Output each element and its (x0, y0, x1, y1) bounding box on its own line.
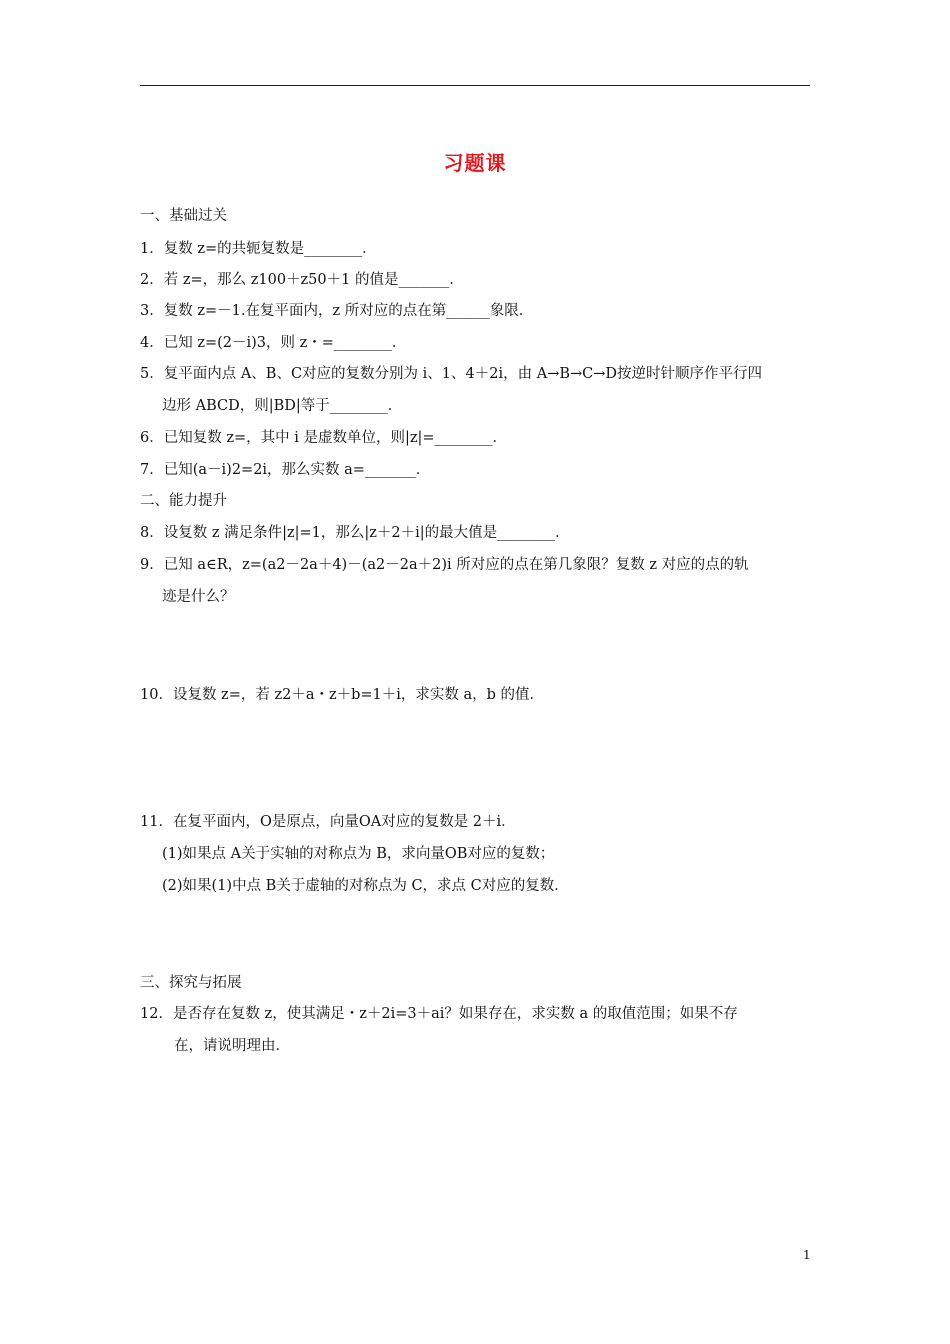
question-3: 3．复数 z=－1.在复平面内，z 所对应的点在第______象限． (140, 303, 534, 319)
question-11: 11．在复平面内，O是原点，向量OA对应的复数是 2＋i． (140, 814, 516, 830)
section-heading: 三、探究与拓展 (140, 975, 242, 991)
question-9-continued: 迹是什么？ (162, 589, 235, 605)
question-5-continued: 边形 ABCD，则|BD|等于________． (162, 398, 403, 414)
question-11-part-2: (2)如果(1)中点 B关于虚轴的对称点为 C，求点 C对应的复数． (162, 878, 569, 894)
header-rule (140, 85, 810, 86)
question-11-part-1: (1)如果点 A关于实轴的对称点为 B，求向量OB对应的复数； (162, 846, 555, 862)
question-6: 6．已知复数 z=，其中 i 是虚数单位，则|z|=________． (140, 430, 508, 446)
question-12: 12．是否存在复数 z，使其满足・z＋2i=3＋ai？如果存在，求实数 a 的取值范围；如果不存 (140, 1006, 738, 1022)
section-heading: 二、能力提升 (140, 493, 227, 509)
section-heading: 一、基础过关 (140, 208, 227, 224)
question-8: 8．设复数 z 满足条件|z|=1，那么|z＋2＋i|的最大值是________． (140, 525, 570, 541)
question-5: 5．复平面内点 A、B、C对应的复数分别为 i、1、4＋2i，由 A→B→C→D按逆时针顺序作平行四 (140, 366, 763, 382)
question-10: 10．设复数 z=，若 z2＋a・z＋b=1＋i，求实数 a，b 的值． (140, 687, 545, 703)
question-1: 1．复数 z=的共轭复数是________． (140, 241, 377, 257)
page-title: 习题课 (443, 151, 507, 175)
question-7: 7．已知(a－i)2=2i，那么实数 a=_______． (140, 462, 431, 478)
question-2: 2．若 z=，那么 z100＋z50＋1 的值是_______． (140, 272, 464, 288)
question-9: 9．已知 a∈R，z=(a2－2a＋4)－(a2－2a＋2)i 所对应的点在第几象限？复数 z 对应的点的轨 (140, 557, 749, 573)
question-12-continued: 在，请说明理由． (174, 1038, 290, 1054)
page-number: 1 (803, 1248, 811, 1262)
question-4: 4．已知 z=(2－i)3，则 z・=________． (140, 335, 407, 351)
